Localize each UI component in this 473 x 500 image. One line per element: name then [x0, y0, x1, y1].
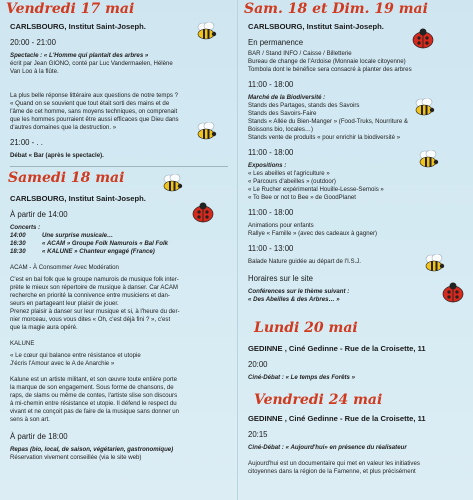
exposition-line: « Le Rucher expérimental Houille-Lesse-Semois »	[248, 186, 384, 193]
marche-label: Marché de la Biodiversité :	[248, 94, 326, 101]
ladybug-icon	[190, 202, 216, 224]
concert-time: 18:30	[10, 248, 26, 255]
concert-text: « KALUNE » Chanteur engagé (France)	[42, 248, 155, 255]
kalune-quote: « Le cœur qui balance entre résistance et utopie	[10, 352, 141, 359]
day-heading-friday-24: Vendredi 24 mai	[254, 392, 383, 408]
acam-line: Prenez plaisir à danser sur leur musique et si, à l'heure du der-	[10, 308, 180, 315]
kalune-line: à mi-chemin entre résistance et utopie. Il défend le respect du	[10, 400, 177, 407]
day-heading-saturday-18: Samedi 18 mai	[8, 170, 125, 186]
time-11-13: 11:00 - 13:00	[248, 244, 294, 253]
friday-paragraph-line: La plus belle réponse littéraire aux questions de notre temps ?	[10, 92, 179, 99]
bee-icon	[194, 22, 218, 42]
cine-debat-label: Ciné-Débat :	[248, 374, 284, 381]
kalune-line: vivant et ne conçoit pas de faire de la musique sans donner un	[10, 408, 180, 415]
concert-text: « ACAM » Groupe Folk Namurois « Bal Folk	[42, 240, 169, 247]
acam-line: que la magie aura opéré.	[10, 324, 78, 331]
friday-paragraph-line: l'âme de cet homme, sans moyens techniques, on comprenait	[10, 108, 178, 115]
spectacle-title: « L'Homme qui plantait des arbres »	[43, 52, 149, 59]
friday-paragraph-line: d'autres domaines que la destruction. »	[10, 124, 117, 131]
balade-line: Balade Nature guidée au départ de l'I.S.J.	[248, 258, 361, 265]
spectacle-desc: écrit par Jean GIONO, conté par Luc Vandermaelen, Hélène	[10, 60, 173, 67]
spectacle-line	[10, 52, 148, 60]
debat-bar: Débat « Bar (après le spectacle).	[10, 152, 104, 159]
marche-line: Stands vente de produits « pour enrichir la biodiversité »	[248, 134, 401, 141]
acam-line: seurs en partageant leur plaisir de jouer.	[10, 300, 119, 307]
venue-gedinne: GEDINNE , Ciné Gedinne - Rue de la Croisette, 11	[248, 414, 426, 423]
time-11-18: 11:00 - 18:00	[248, 208, 294, 217]
concert-text: Une surprise musicale…	[42, 232, 114, 239]
bee-icon	[422, 254, 446, 274]
conferences-label: Conférences sur le thème suivant :	[248, 288, 350, 295]
permanence-line: BAR / Stand INFO / Caisse / Billetterie	[248, 50, 352, 57]
day-heading-monday-20: Lundi 20 mai	[254, 320, 358, 336]
time-20-21: 20:00 - 21:00	[10, 38, 56, 47]
venue-carlsbourg: CARLSBOURG, Institut Saint-Joseph.	[10, 22, 146, 31]
spectacle-desc: Van Loo à la flûte.	[10, 68, 59, 75]
animation-line: Animations pour enfants	[248, 222, 314, 229]
marche-line: Boissons bio, locales…)	[248, 126, 314, 133]
time-20-00: 20:00	[248, 360, 268, 369]
horaires-heading: Horaires sur le site	[248, 274, 313, 283]
acam-line: C'est en bal folk que le groupe namurois de musique folk inter-	[10, 276, 179, 283]
exposition-line: « Parcours d'abeilles » (outdoor)	[248, 178, 336, 185]
kalune-line: Kalune est un artiste militant, et son œuvre toute entière porte	[10, 376, 177, 383]
concert-time: 16:30	[10, 240, 26, 247]
cine-debat-label: Ciné-Débat :	[248, 444, 284, 451]
marche-line: Stands des Partages, stands des Savoirs	[248, 102, 360, 109]
concerts-label: Concerts :	[10, 224, 41, 231]
kalune-heading: KALUNE	[10, 340, 35, 347]
bee-icon	[416, 150, 440, 170]
kalune-line: la marque de son engagement. Sous forme de chansons, de	[10, 384, 174, 391]
kalune-line: raps, de slams ou même de contes, l'artiste slise son discours	[10, 392, 178, 399]
acam-line: recherche en priorité la connivence entre musiciens et dan-	[10, 292, 170, 299]
cine-debat-title: « Le temps des Forêts »	[285, 374, 356, 381]
venue-gedinne: GEDINNE , Ciné Gedinne - Rue de la Croisette, 11	[248, 344, 426, 353]
bee-icon	[412, 98, 436, 118]
ladybug-icon	[410, 28, 436, 50]
time-21: 21:00 - . .	[10, 138, 43, 147]
conferences-title: « Des Abeilles & des Arbres… »	[248, 296, 340, 303]
spectacle-label: Spectacle :	[10, 52, 43, 59]
from-18: À partir de 18:00	[10, 432, 68, 441]
en-permanence: En permanence	[248, 38, 304, 47]
cine-debat-title: « Aujourd'hui» en présence du réalisateur	[285, 444, 407, 451]
marche-line: Stands des Savoirs-Faire	[248, 110, 317, 117]
column-divider	[237, 0, 238, 500]
acam-line: nier morceau, vous vous dites « Oh, c'est déjà fini ? », c'est	[10, 316, 171, 323]
bee-icon	[160, 174, 184, 194]
day-heading-friday-17: Vendredi 17 mai	[6, 1, 135, 17]
repas-line: Repas (bio, local, de saison, végétarien, gastronomique)	[10, 446, 174, 453]
reservation-line: Réservation vivement conseillée (via le site web)	[10, 454, 142, 461]
friday-paragraph-line: que les hommes pourraient être aussi efficaces que Dieu dans	[10, 116, 179, 123]
animation-line: Rallye « Famille » (avec des cadeaux à gagner)	[248, 230, 378, 237]
marche-line: Stands « Allée du Bien-Manger » (Food-Truks, Nourriture &	[248, 118, 408, 125]
permanence-line: Tombola dont le bénéfice sera consacré à planter des arbres	[248, 66, 412, 73]
permanence-line: Bureau de change de l'Ardoise (Monnaie locale citoyenne)	[248, 58, 406, 65]
acam-heading: ACAM - À Consommer Avec Modération	[10, 264, 119, 271]
from-14: À partir de 14:00	[10, 210, 68, 219]
right-column	[240, 0, 473, 500]
friday-paragraph-line: « Quand on se souvient que tout était sorti des mains et de	[10, 100, 170, 107]
time-11-18: 11:00 - 18:00	[248, 80, 294, 89]
expositions-label: Expositions :	[248, 162, 287, 169]
exposition-line: « Les abeilles et l'agriculture »	[248, 170, 330, 177]
day-heading-sat-sun: Sam. 18 et Dim. 19 mai	[244, 1, 428, 17]
venue-carlsbourg: CARLSBOURG, Institut Saint-Joseph.	[248, 22, 384, 31]
documentary-desc: citoyennes dans la région de la Famenne, et plus précisément	[248, 468, 416, 475]
divider-line	[10, 166, 228, 167]
cine-debat-line	[248, 444, 407, 452]
time-11-18: 11:00 - 18:00	[248, 148, 294, 157]
kalune-quote: J'écris l'Amour avec le A de Anarchie »	[10, 360, 115, 367]
venue-carlsbourg: CARLSBOURG, Institut Saint-Joseph.	[10, 194, 146, 203]
concert-time: 14:00	[10, 232, 26, 239]
exposition-line: « To Bee or not to Bee » de GoodPlanet	[248, 194, 356, 201]
documentary-desc: Aujourd'hui est un documentaire qui met en valeur les initiatives	[248, 460, 420, 467]
ladybug-icon	[440, 282, 466, 304]
time-20-15: 20:15	[248, 430, 268, 439]
bee-icon	[194, 122, 218, 142]
kalune-line: sens à son art.	[10, 416, 50, 423]
acam-line: prète le mieux son répertoire de musique à danser. Car ACAM	[10, 284, 178, 291]
cine-debat-line	[248, 374, 355, 382]
